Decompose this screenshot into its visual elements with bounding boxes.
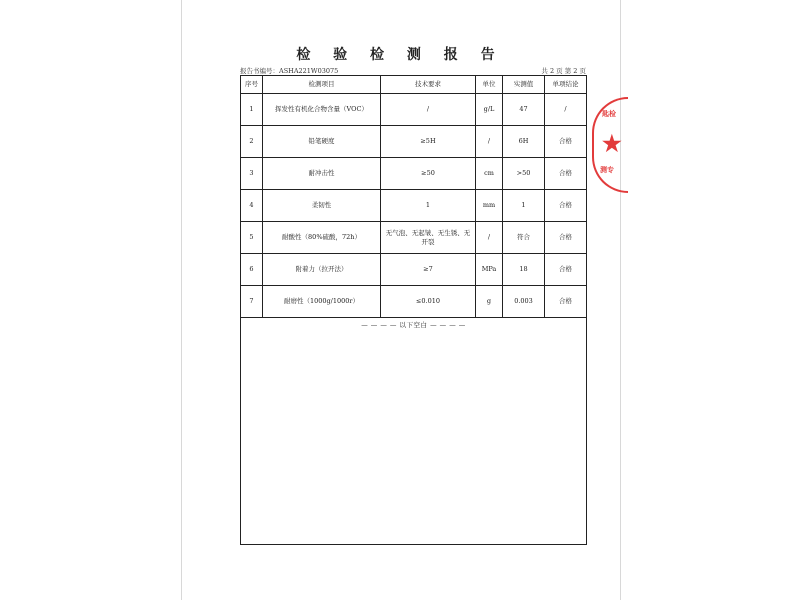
test-item: 耐冲击性 — [263, 158, 381, 190]
test-item: 附着力（拉开法） — [263, 254, 381, 286]
blank-area-row — [241, 318, 587, 545]
blank-note: — — — — 以下空白 — — — — — [361, 321, 466, 329]
column-header: 单项结论 — [545, 76, 587, 94]
table-row — [241, 126, 587, 158]
row-number: 1 — [241, 94, 263, 126]
unit: mm — [476, 190, 503, 222]
technical-requirement: ≥7 — [381, 254, 476, 286]
conclusion: 合格 — [545, 158, 587, 190]
conclusion: 合格 — [545, 190, 587, 222]
column-header: 单位 — [476, 76, 503, 94]
row-number: 4 — [241, 190, 263, 222]
table-header-row — [241, 76, 587, 94]
results-table — [240, 75, 587, 545]
measured-value: 6H — [503, 126, 545, 158]
unit: / — [476, 126, 503, 158]
row-number: 3 — [241, 158, 263, 190]
unit: cm — [476, 158, 503, 190]
test-item: 耐磨性（1000g/1000r） — [263, 286, 381, 318]
column-header: 检测项目 — [263, 76, 381, 94]
table-row — [241, 222, 587, 254]
table-row — [241, 254, 587, 286]
technical-requirement: ≤0.010 — [381, 286, 476, 318]
technical-requirement: 无气泡、无起皱、无生锈、无开裂 — [381, 222, 476, 254]
report-title: 检 验 检 测 报 告 — [296, 47, 504, 63]
stamp-text-bottom: 测专 — [600, 165, 614, 174]
unit: MPa — [476, 254, 503, 286]
technical-requirement: ≥5H — [381, 126, 476, 158]
technical-requirement: 1 — [381, 190, 476, 222]
table-row — [241, 158, 587, 190]
page-info: 共 2 页 第 2 页 — [541, 67, 586, 75]
conclusion: 合格 — [545, 126, 587, 158]
row-number: 7 — [241, 286, 263, 318]
column-header: 技术要求 — [381, 76, 476, 94]
row-number: 5 — [241, 222, 263, 254]
stamp-text-top: 匙检 — [602, 109, 616, 118]
technical-requirement: ≥50 — [381, 158, 476, 190]
measured-value: 符合 — [503, 222, 545, 254]
measured-value: 18 — [503, 254, 545, 286]
table-row — [241, 94, 587, 126]
technical-requirement: / — [381, 94, 476, 126]
blank-area — [241, 318, 587, 545]
test-item: 耐酸性（80%硫酸，72h） — [263, 222, 381, 254]
measured-value: >50 — [503, 158, 545, 190]
conclusion: 合格 — [545, 222, 587, 254]
measured-value: 47 — [503, 94, 545, 126]
conclusion: 合格 — [545, 254, 587, 286]
unit: g — [476, 286, 503, 318]
table-row — [241, 286, 587, 318]
report-number: 报告书编号：ASHA221W03075 — [240, 67, 339, 75]
unit: g/L — [476, 94, 503, 126]
test-item: 柔韧性 — [263, 190, 381, 222]
measured-value: 1 — [503, 190, 545, 222]
unit: / — [476, 222, 503, 254]
table-row — [241, 190, 587, 222]
star-icon: ★ — [602, 131, 622, 157]
conclusion: / — [545, 94, 587, 126]
test-item: 挥发性有机化合物含量（VOC） — [263, 94, 381, 126]
measured-value: 0.003 — [503, 286, 545, 318]
test-item: 铅笔硬度 — [263, 126, 381, 158]
row-number: 6 — [241, 254, 263, 286]
row-number: 2 — [241, 126, 263, 158]
column-header: 序号 — [241, 76, 263, 94]
conclusion: 合格 — [545, 286, 587, 318]
column-header: 实测值 — [503, 76, 545, 94]
